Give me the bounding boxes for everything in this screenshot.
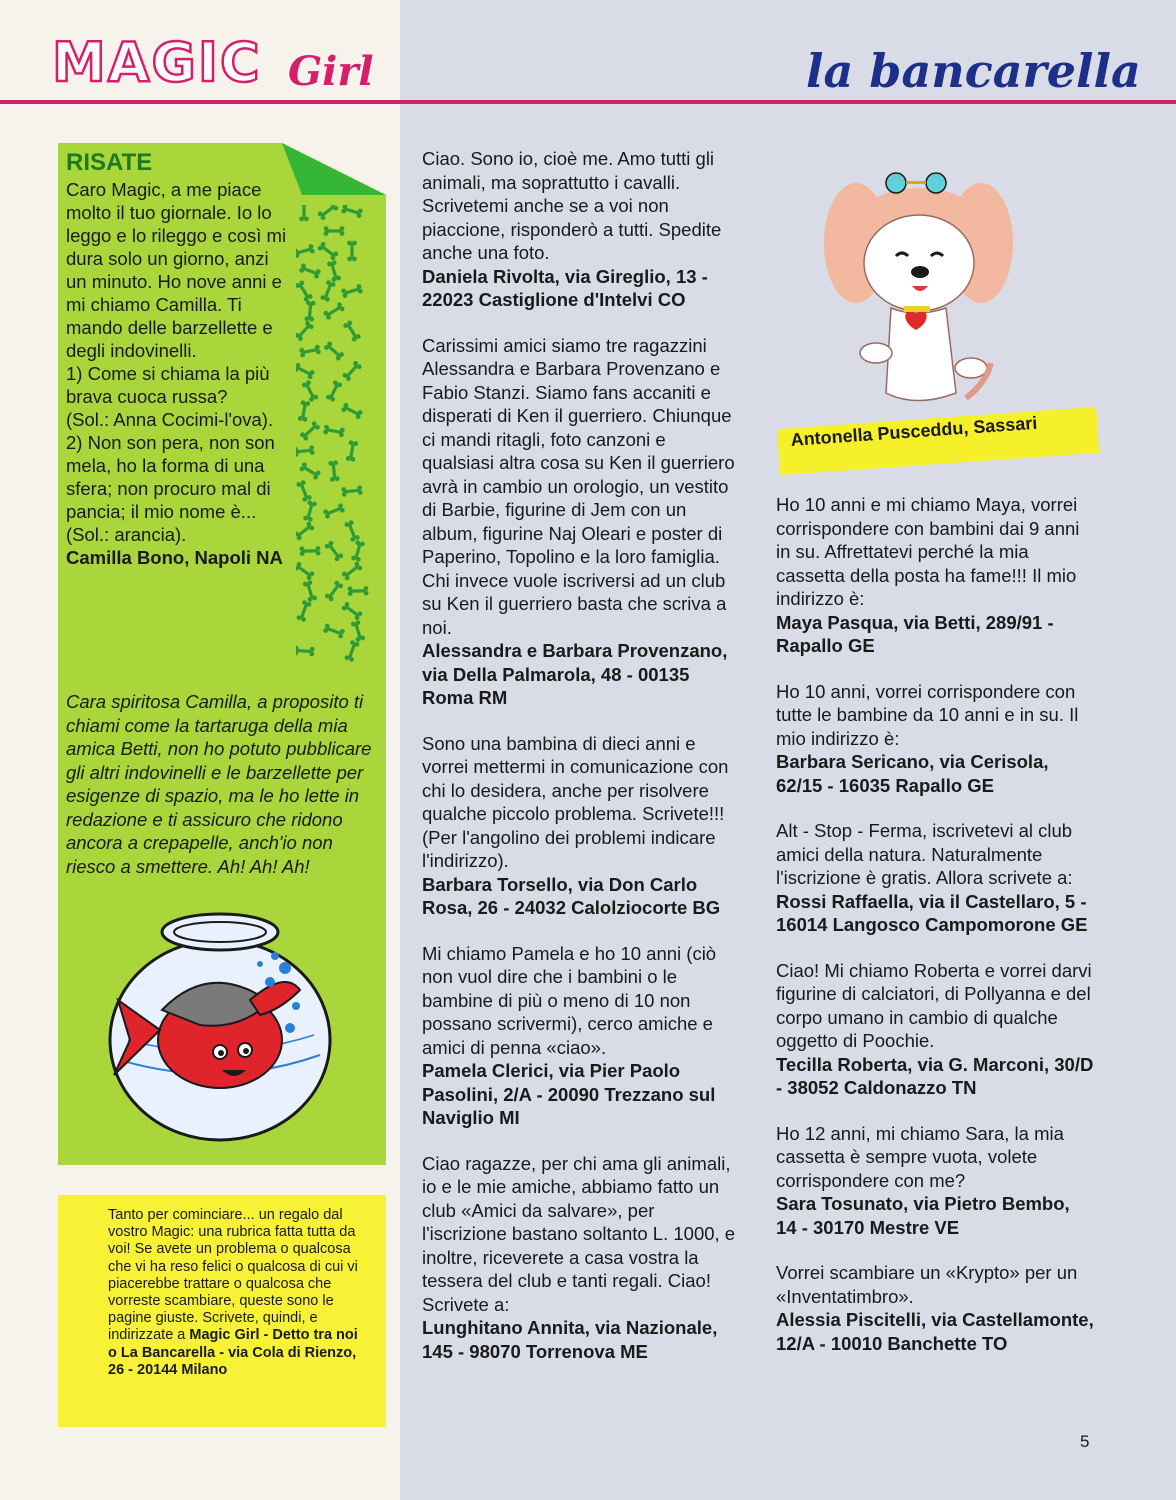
bone-icon [299,462,322,481]
risate-heading: RISATE [66,149,153,176]
risate-question-2: 2) Non son pera, non son mela, ho la forma di una sfera; non procuro mal di pancia; il mio nome è... [66,432,275,522]
letter-address: Rossi Raffaella, via il Castellaro, 5 - 16014 Langosco Campomorone GE [776,890,1088,935]
fishbowl-illustration [100,890,340,1150]
dog-drawing-illustration [816,168,1026,418]
risate-answer-2: (Sol.: arancia). [66,524,187,545]
bone-icon [344,520,361,543]
letter-gap [422,710,740,732]
bone-icon [296,561,315,581]
bone-icon [324,226,345,236]
bone-icon [341,360,362,382]
letter-address: Daniela Rivolta, via Gireglio, 13 - 22023 Castiglione d'Intelvi CO [422,265,708,310]
bone-icon [344,640,360,663]
bone-icon [342,320,361,343]
letter-address: Barbara Sericano, via Cerisola, 62/15 - 16035 Rapallo GE [776,751,1049,796]
letter-address: Pamela Clerici, via Pier Paolo Pasolini, 2/A - 20090 Trezzano sul Naviglio MI [422,1060,716,1128]
bone-icon [296,280,314,303]
letter-address: Maya Pasqua, via Betti, 289/91 - Rapallo GE [776,611,1054,656]
page-number: 5 [1080,1432,1090,1451]
risate-answer-1: (Sol.: Anna Cocimi-l'ova). [66,409,274,430]
bone-icon [303,500,318,523]
bone-icon [323,424,345,437]
bone-icon [296,320,315,342]
bone-icon [317,205,339,221]
bone-icon [328,460,340,482]
letter-address: Lunghitano Annita, via Nazionale, 145 - 98070 Torrenova ME [422,1317,718,1362]
bone-icon [299,344,321,357]
bone-icon [297,400,310,422]
letter-gap [776,937,1094,959]
bone-icon [341,205,364,218]
letter-text: Alt - Stop - Ferma, iscrivetevi al club amici della natura. Naturalmente l'iscrizione è gratis. Allora scrivete a: [776,820,1073,888]
bone-icon [296,362,315,380]
drawing-credit: Antonella Pusceddu, Sassari [790,412,1038,450]
bone-icon [347,241,357,262]
bone-icon [317,241,339,261]
header-rule [0,100,1176,104]
letter-text: Mi chiamo Pamela e ho 10 anni (ciò non vuol dire che i bambini o le bambine di più o meno di 10 non possano scrivermi), cerco amiche e amici di penna «ciao». [422,942,717,1058]
bone-icon [296,521,315,541]
bone-icon [325,380,343,403]
bone-icon [296,480,312,503]
bone-icon [348,586,369,596]
letter-gap [776,797,1094,819]
letter-gap [776,1100,1094,1122]
bone-pattern-decoration [296,205,376,665]
letter-text: Carissimi amici siamo tre ragazzini Alessandra e Barbara Provenzano e Fabio Stanzi. Siamo fans accaniti e disperati di Ken il guerriero. Chiunque ci mandi ritagli, foto canzoni e qualsiasi altra cosa su Ken il guerriero avrà in cambio un orologio, un vestito di Barbie, figurine di Jem con un album, figurine Naj Oleari e poster di Paperino, Topolino e la loro famiglia. Chi invece vuole iscriversi ad un club su Ken il guerriero basta che scriva a noi. [422,334,735,638]
page-curl-corner [282,143,386,195]
bone-icon [301,380,319,403]
bone-icon [323,503,346,520]
bone-icon [324,580,344,602]
bone-icon [320,280,336,303]
bone-icon [296,600,312,623]
risate-question-1: 1) Come si chiama la più brava cuoca russa? [66,363,270,407]
letter-gap [422,920,740,942]
letter-text: Ciao ragazze, per chi ama gli animali, io e le mie amiche, abbiamo fatto un club «Amici da salvare», per l'iscrizione bastano soltanto L. 1000, e inoltre, riceverete a casa vostra la tessera del club e tanti regali. Ciao! Scrivete a: [422,1152,736,1315]
letter-text: Ho 12 anni, mi chiamo Sara, la mia cassetta è sempre vuota, volete corrispondere con me? [776,1122,1064,1191]
bone-icon [296,445,315,457]
risate-signature: Camilla Bono, Napoli NA [66,547,283,568]
bone-icon [341,485,363,497]
bone-icon [341,561,363,581]
bone-icon [323,301,346,320]
bone-icon [341,601,363,621]
bone-icon [350,620,365,643]
letter-address: Tecilla Roberta, via G. Marconi, 30/D - 38052 Caldonazzo TN [776,1053,1094,1098]
letter-address: Alessia Piscitelli, via Castellamonte, 12/A - 10010 Banchette TO [776,1309,1094,1354]
letter-text: Ciao! Mi chiamo Roberta e vorrei darvi figurine di calciatori, di Pollyanna e del corpo umano in cambio di qualche oggetto di Poochie. [776,959,1092,1051]
bone-icon [304,300,315,322]
bone-icon [351,540,366,563]
bone-icon [300,546,321,556]
bone-icon [299,420,321,441]
letter-gap [422,312,740,334]
bone-icon [299,263,322,279]
letter-gap [422,1130,740,1152]
bone-icon [296,244,315,259]
intro-body: Tanto per cominciare... un regalo dal vostro Magic: una rubrica fatta tutta da voi! Se avete un problema o qualcosa che vi ha reso felici o qualcosa di cui vi piacerebbe trattare o qualcosa che vorreste scambiare, queste sono le pagine giuste. Scrivete, quindi, e indirizzate a [108,1207,358,1344]
letters-column-2 [422,147,740,1363]
girl-logo: Girl [288,48,374,95]
bone-icon [327,260,342,283]
letters-column-3 [776,493,1094,1355]
bone-icon [323,623,346,639]
letter-address: Sara Tosunato, via Pietro Bembo, 14 - 30170 Mestre VE [776,1193,1070,1238]
bone-icon [341,284,364,299]
magic-logo: MAGIC [52,31,262,94]
letter-address: Alessandra e Barbara Provenzano, via Della Palmarola, 48 - 00135 Roma RM [422,640,728,708]
editor-reply: Cara spiritosa Camilla, a proposito ti chiami come la tartaruga della mia amica Betti, non ho potuto pubblicare gli altri indovinelli e le barzellette per esigenze di spazio, ma le ho lette in redazione e ti assicuro che ridono ancora a crepapelle, anch'io non riesco a smettere. Ah! Ah! Ah! [66,691,372,877]
letter-address: Barbara Torsello, via Don Carlo Rosa, 26 - 24032 Calolziocorte BG [422,873,721,918]
risate-body: Caro Magic, a me piace molto il tuo giornale. Io lo leggo e lo rileggo e così mi dura solo un giorno, anzi un minuto. Ho nove anni e mi chiamo Camilla. Ti mando delle barzellette e degli indovinelli. [66,179,287,361]
bone-icon [341,402,364,420]
letter-text: Ciao. Sono io, cioè me. Amo tutti gli animali, ma soprattutto i cavalli. Scrivetemi anche se a voi non piaccione, risponderò a tutti. Spedite anche una foto. [422,148,722,263]
letter-text: Vorrei scambiare un «Krypto» per un «Inventatimbro». [776,1262,1078,1307]
bone-icon [296,645,315,656]
intro-text [108,1207,370,1379]
letter-gap [776,658,1094,680]
bone-icon [345,440,358,462]
bone-icon [323,340,345,361]
letter-text: Sono una bambina di dieci anni e vorrei mettermi in comunicazione con chi lo desidera, anche per risolvere qualche piccolo problema. Scrivete!!! (Per l'angolino dei problemi indicare l'indirizzo). [422,732,729,871]
bone-icon [324,540,344,562]
risate-letter [66,148,292,569]
intro-address: Magic Girl - Detto tra noi o La Bancarella - via Cola di Rienzo, 26 - 20144 Milano [108,1327,358,1378]
bone-icon [299,205,309,221]
bone-icon [302,580,317,603]
letter-text: Ho 10 anni, vorrei corrispondere con tutte le bambine da 10 anni e in su. Il mio indirizzo è: [776,680,1079,749]
letter-gap [776,1239,1094,1261]
rubric-title: la bancarella [806,44,1141,98]
letter-text: Ho 10 anni e mi chiamo Maya, vorrei corrispondere con bambini dai 9 anni in su. Affrettatevi perché la mia cassetta della posta ha fame!!! Il mio indirizzo è: [776,494,1080,609]
